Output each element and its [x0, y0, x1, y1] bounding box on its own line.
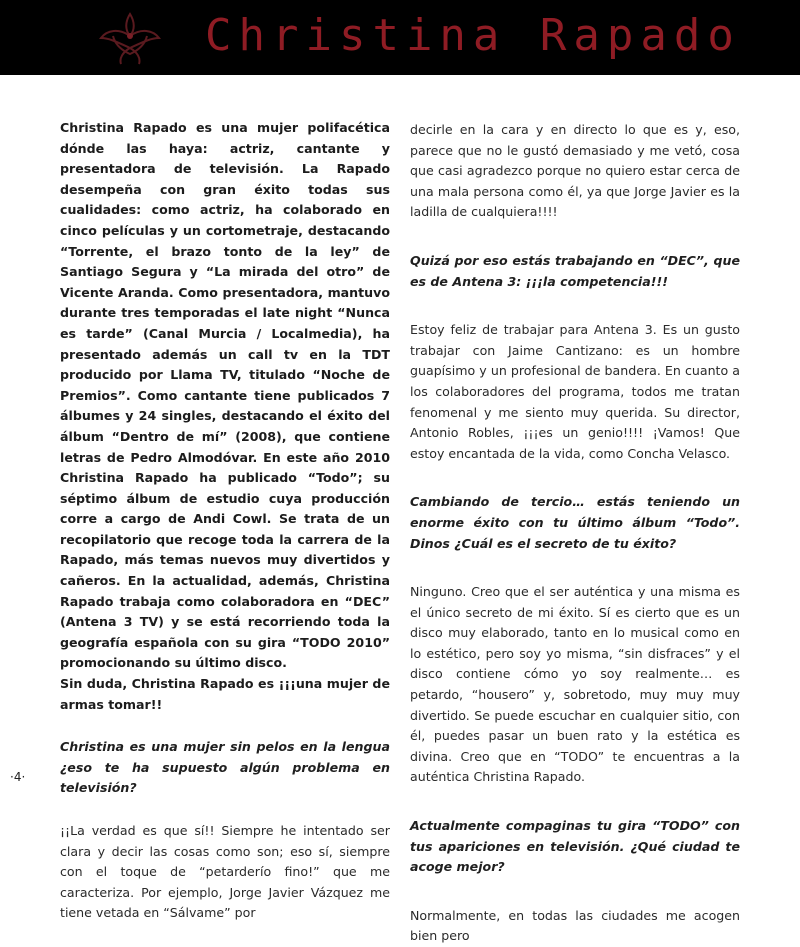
left-column	[60, 118, 390, 924]
page-title: Christina Rapado	[205, 10, 741, 61]
answer-1-end: decirle en la cara y en directo lo que es y, eso, parece que no le gustó demasiado y me vetó, cosa que casi agradezco porque no quiero estar cerca de una mala persona como él, ya que Jorge Javier es la ladilla de cualquiera!!!!	[410, 122, 740, 220]
answer-1-start: ¡¡La verdad es que sí!! Siempre he intentado ser clara y decir las cosas como son; eso sí, siempre con el toque de “petarderío fino!” que me caracteriza. Por ejemplo, Jorge Javier Vázquez me tiene vetada en “Sálvame” por	[60, 823, 390, 921]
right-column	[410, 120, 740, 947]
question-4: Actualmente compaginas tu gira “TODO” con tus apariciones en televisión. ¿Qué ciudad te acoge mejor?	[410, 818, 740, 875]
intro-closing: Sin duda, Christina Rapado es ¡¡¡una mujer de armas tomar!!	[60, 676, 390, 712]
answer-3: Ninguno. Creo que el ser auténtica y una misma es el único secreto de mi éxito. Sí es cierto que es un disco muy elaborado, tanto en lo musical como en lo estético, pero soy yo misma, “sin disfraces” y el disco contiene cómo yo soy realmente… es petardo, “housero” y, sobretodo, muy muy muy divertido. Se puede escuchar en cualquier sitio, con él, puedes pasar un buen rato y la estética es divina. Creo que en “TODO” te encuentras a la auténtica Christina Rapado.	[410, 584, 740, 785]
question-1: Christina es una mujer sin pelos en la lengua ¿eso te ha supuesto algún problema en televisión?	[60, 739, 390, 796]
page-header	[0, 0, 800, 75]
intro-paragraph: Christina Rapado es una mujer polifacética dónde las haya: actriz, cantante y presentadora de televisión. La Rapado desempeña con gran éxito todas sus cualidades: como actriz, ha colaborado en cinco películas y un cortometraje, destacando “Torrente, el brazo tonto de la ley” de Santiago Segura y “La mirada del otro” de Vicente Aranda. Como presentadora, mantuvo durante tres temporadas el late night “Nunca es tarde” (Canal Murcia / Localmedia), ha presentado además un call tv en la TDT producido por Llama TV, titulado “Noche de Premios”. Como cantante tiene publicados 7 álbumes y 24 singles, destacando el éxito del álbum “Dentro de mí” (2008), que contiene letras de Pedro Almodóvar. En este año 2010 Christina Rapado ha publicado “Todo”; su séptimo álbum de estudio cuya producción corre a cargo de Andi Cowl. Se trata de un recopilatorio que recoge toda la carrera de la Rapado, más temas nuevos muy divertidos y cañeros. En la actualidad, además, Christina Rapado trabaja como colaboradora en “DEC” (Antena 3 TV) y se está recorriendo toda la geografía española con su gira “TODO 2010” promocionando su último disco.	[60, 120, 390, 671]
page-number: ·4·	[10, 770, 26, 784]
answer-4-start: Normalmente, en todas las ciudades me acogen bien pero	[410, 907, 740, 944]
ornament-logo-icon	[95, 8, 165, 68]
answer-2: Estoy feliz de trabajar para Antena 3. Es un gusto trabajar con Jaime Cantizano: es un hombre guapísimo y un profesional de bandera. En cuanto a los colaboradores del programa, todos me tratan fenomenal y me siento muy querida. Su director, Antonio Robles, ¡¡¡es un genio!!!! ¡Vamos! Que estoy encantada de la vida, como Concha Velasco.	[410, 322, 740, 461]
question-2: Quizá por eso estás trabajando en “DEC”, que es de Antena 3: ¡¡¡la competencia!!!	[410, 252, 740, 289]
question-3: Cambiando de tercio… estás teniendo un enorme éxito con tu último álbum “Todo”. Dinos ¿Cuál es el secreto de tu éxito?	[410, 494, 740, 551]
